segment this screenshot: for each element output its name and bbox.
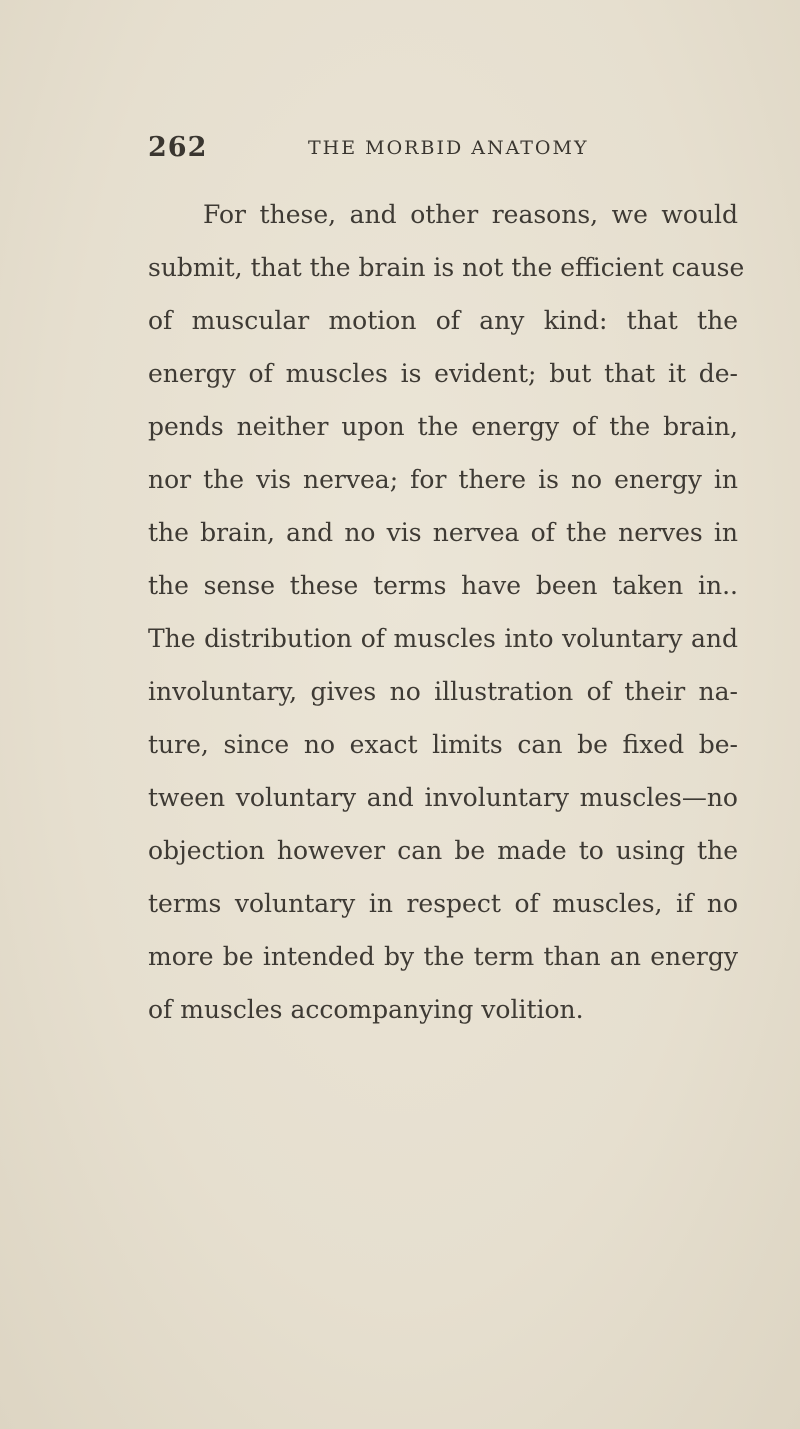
body-paragraph [148, 188, 745, 1036]
text-line: pends neither upon the energy of the brain, [148, 412, 738, 441]
text-line: energy of muscles is evident; but that it de- [148, 359, 738, 388]
text-line: tween voluntary and involuntary muscles—no [148, 783, 738, 812]
text-line: submit, that the brain is not the efficient cause [148, 253, 745, 282]
text-line: nor the vis nervea; for there is no energy in [148, 465, 738, 494]
text-line: of muscles accompanying volition. [148, 995, 584, 1024]
text-line: ture, since no exact limits can be fixed be- [148, 730, 738, 759]
text-line: of muscular motion of any kind: that the [148, 306, 738, 335]
text-line: involuntary, gives no illustration of their na- [148, 677, 738, 706]
page-number: 262 [148, 132, 208, 163]
text-line: the sense these terms have been taken in.. [148, 571, 738, 600]
text-line: For these, and other reasons, we would [203, 200, 738, 229]
text-line: terms voluntary in respect of muscles, if no [148, 889, 738, 918]
page-header [148, 132, 748, 182]
text-line: the brain, and no vis nervea of the nerves in [148, 518, 738, 547]
text-line: The distribution of muscles into voluntary and [148, 624, 738, 653]
running-head: THE MORBID ANATOMY [308, 137, 589, 159]
text-line: objection however can be made to using the [148, 836, 738, 865]
text-line: more be intended by the term than an energy [148, 942, 738, 971]
